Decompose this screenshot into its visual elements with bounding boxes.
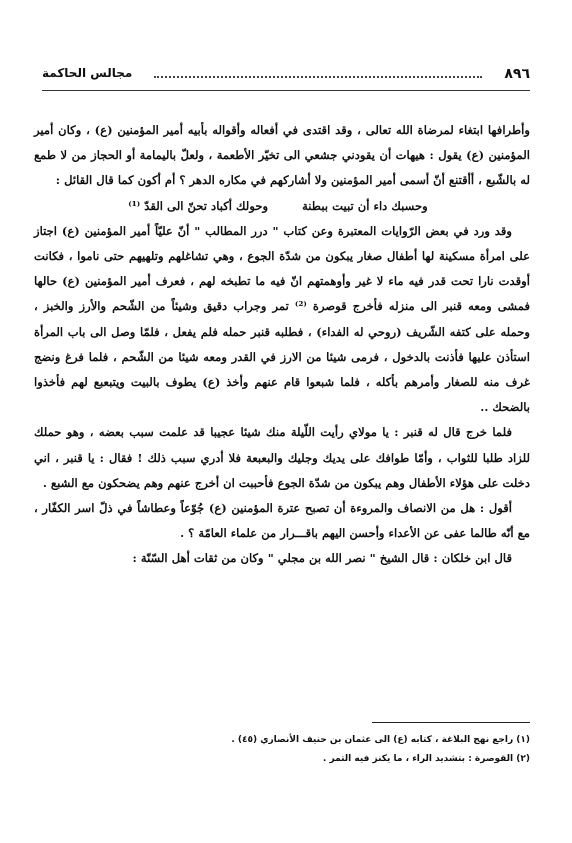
paragraph-4: أقول : هل من الانصاف والمروءة أن تصبح عترة المؤمنين (ع) جُوّعاً وعطاشاً في ذلّ اسر الكفّار ، مع أنّه طالما عفى عن الأعداء وأحسن اليهم باقـــرار من علماء العامّة ؟ .	[34, 501, 530, 541]
footnote-1: (١) راجع نهج البلاغة ، كتابه (ع) الى عثمان بن حنيف الأنصاري (٤٥) .	[231, 735, 530, 745]
paragraph-1: وأطرافها ابتغاء لمرضاة الله تعالى ، وقد اقتدى في أفعاله وأقواله بأبيه أمير المؤمنين (ع) ، وكان أمير المؤمنين (ع) يقول : هيهات أن يقودني جشعي الى تخيّر الأطعمة ، ولعلّ باليمامة أو الحجاز من لا طمع له بالشّبع ، أأقتنع أنّ أسمى أمير المؤمنين ولا أشاركهم في مكاره الدهر ؟ أم أكون كما قال القائل :	[34, 123, 530, 188]
page-number: ٨٩٦	[504, 66, 530, 82]
footnote-2: (٢) القوصرة : بتشديد الراء ، ما يكنز فيه التمر .	[322, 754, 530, 764]
footnotes	[42, 731, 530, 769]
paragraph-2: وقد ورد في بعض الرّوايات المعتبرة وعن كتاب " درر المطالب " أنّ عليّاً أمير المؤمنين (ع) اجتاز على امرأة مسكينة لها أطفال صغار يبكون من شدّة الجوع ، وهي تشاغلهم وتلهيهم حتى ناموا ، فكانت أوقدت نارا تحت قدر فيه ماء لا غير وأوهمتهم انّ فيه ما تطبخه لهم ، فعرف أمير المؤمنين (ع) حالها فمشى ومعه قنبر الى منزله فأخرج قوصرة ⁽²⁾ تمر وجراب دقيق وشيئاً من الشّحم والأرز والخبز ، وحمله على كتفه الشّريف (روحي له الفداء) ، فطلبه قنبر حمله فلم يفعل ، فلمّا وصل الى باب المرأة استأذن عليها فأذنت بالدخول ، فرمى شيئا من الارز في القدر ومعه شيئا من الشّحم ، فلما فرغ ونضج غرف منه للصغار وأمرهم بأكله ، فلما شبعوا قام عنهم وأخذ (ع) يطوف بالبيت ويتبعبع لهم فأخذوا بالضحك ..	[34, 223, 530, 415]
paragraph-5: قال ابن خلكان : قال الشيخ " نصر الله بن مجلي " وكان من ثقات أهل السّنّة :	[132, 551, 512, 566]
footnote-separator	[372, 722, 530, 723]
paragraph-3: فلما خرج قال له قنبر : يا مولاي رأيت اللّيلة منك شيئا عجيبا قد علمت سبب بعضه ، وهو حملك للزاد طلبا للثواب ، وأمّا طوافك على يديك وجليك والبعبعة فلا أدري سبب ذلك ! فقال : يا قنبر ، اني دخلت على هؤلاء الأطفال وهم يبكون من شدّة الجوع فأحببت ان أخرج عنهم وهم يضحكون مع الشبع .	[34, 425, 530, 490]
running-title: مجالس الحاكمة	[42, 66, 133, 80]
verse-hemistich-1: وحسبك داء أن تبيت ببطنة	[302, 198, 428, 213]
verse-hemistich-2: وحولك أكباد تحنّ الى القدّ ⁽¹⁾	[128, 198, 269, 213]
page-header	[42, 60, 530, 91]
main-text	[34, 118, 530, 572]
header-dotted-leader	[154, 76, 482, 78]
poetry-verse	[34, 194, 530, 219]
